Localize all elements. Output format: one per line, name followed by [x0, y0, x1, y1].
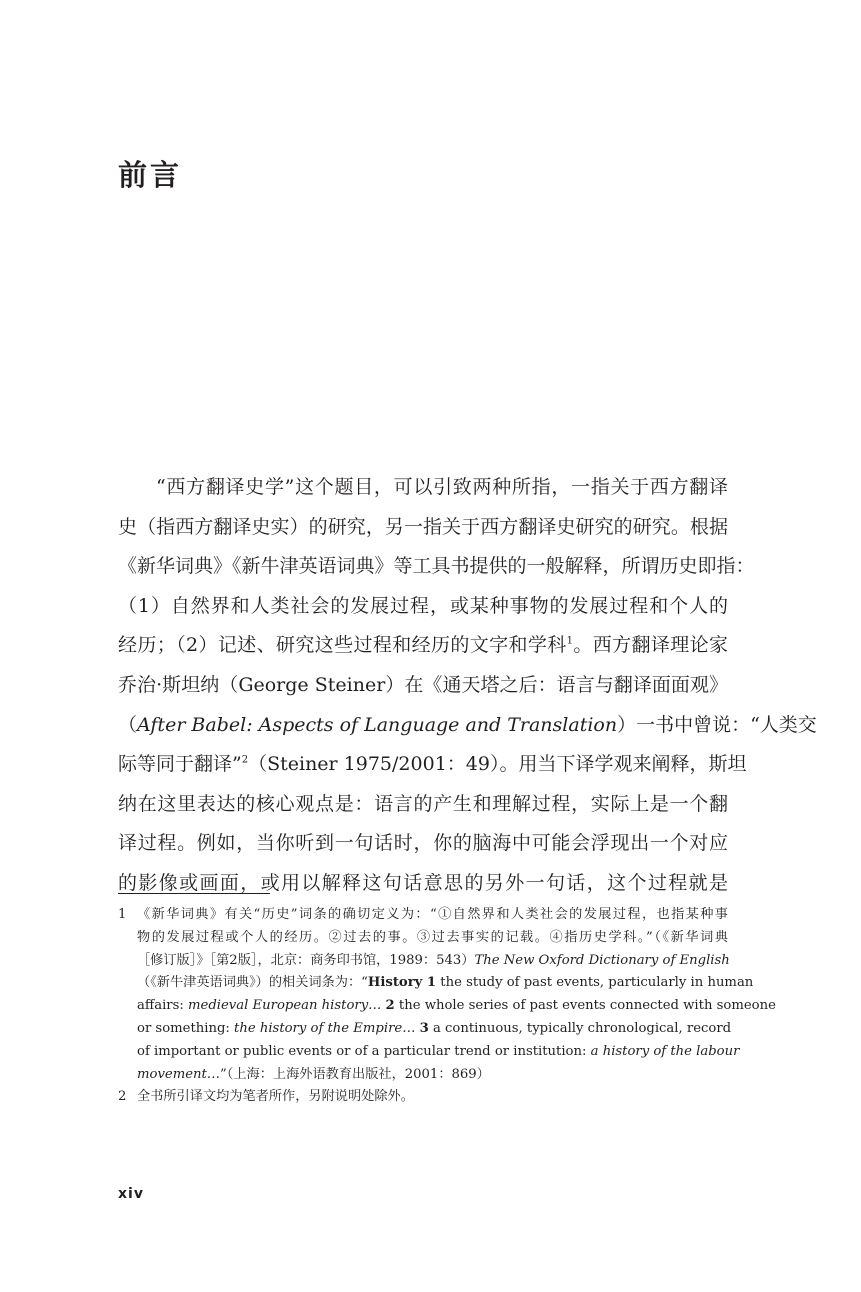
- paragraph-line: （1）自然界和人类社会的发展过程，或某种事物的发展过程和个人的: [118, 594, 728, 617]
- footnote-fragment: the study of past events, particularly in human: [436, 975, 754, 991]
- paragraph-fragment: （Steiner 1975/2001：49）。用当下译学观来阐释，斯坦: [248, 753, 747, 776]
- footnote-italic: movement…: [137, 1066, 220, 1082]
- paragraph-line: [118, 745, 747, 785]
- paragraph-fragment: 经历；（2）记述、研究这些过程和经历的文字和学科: [118, 634, 567, 657]
- footnote-italic: The New Oxford Dictionary of English: [474, 952, 730, 968]
- footnote-marker-2[interactable]: 2: [241, 754, 249, 766]
- paragraph-line: 《新华词典》《新牛津英语词典》等工具书提供的一般解释，所谓历史即指：: [118, 555, 755, 578]
- footnote-italic: medieval European history…: [188, 998, 382, 1014]
- paragraph-line: 乔治·斯坦纳（George Steiner）在《通天塔之后：语言与翻译面面观》: [118, 673, 728, 696]
- footnote-line: [137, 950, 728, 973]
- paragraph-fragment: ）一书中曾说：“人类交: [617, 713, 817, 736]
- footnote-fragment: a continuous, typically chronological, record: [428, 1020, 732, 1036]
- footnote-marker-1[interactable]: 1: [566, 636, 573, 648]
- footnote-line: 《新华词典》有关“历史”词条的确切定义为：“①自然界和人类社会的发展过程，也指某种事: [137, 907, 728, 922]
- footnote-bold: History 1: [367, 975, 437, 991]
- footnote-line: [137, 995, 776, 1018]
- footnote-line: [137, 1041, 740, 1064]
- footnote-line: [137, 1064, 728, 1087]
- page-number: xiv: [118, 1186, 144, 1202]
- footnote-fragment: affairs:: [137, 998, 189, 1014]
- footnote-fragment: or something:: [137, 1020, 235, 1036]
- paragraph-line: 纳在这里表达的核心观点是：语言的产生和理解过程，实际上是一个翻: [118, 792, 728, 815]
- footnote-italic: the history of the Empire…: [234, 1020, 416, 1036]
- footnote-line: 物的发展过程或个人的经历。②过去的事。③过去事实的记载。④指历史学科。”（《新华词典: [137, 929, 728, 945]
- footnote-number: 2: [118, 1089, 127, 1105]
- page-title: 前言: [118, 158, 183, 192]
- footnote-fragment: ”（上海：上海外语教育出版社，2001：869）: [220, 1066, 490, 1082]
- paragraph-line: 史（指西方翻译史实）的研究，另一指关于西方翻译史研究的研究。根据: [118, 515, 728, 538]
- footnote-line: [137, 1018, 732, 1041]
- paragraph-line: 的影像或画面，或用以解释这句话意思的另外一句话，这个过程就是: [118, 871, 728, 894]
- footnote-italic: a history of the labour: [590, 1043, 740, 1059]
- footnotes: [118, 904, 776, 1109]
- footnote-fragment: ［修订版］》［第2版］，北京：商务印书馆，1989：543）: [137, 952, 475, 968]
- paragraph-fragment: （: [118, 713, 138, 736]
- footnote-bold: 2: [385, 998, 395, 1014]
- paragraph-line: 译过程。例如，当你听到一句话时，你的脑海中可能会浮现出一个对应: [118, 832, 728, 855]
- book-title-italic: After Babel: Aspects of Language and Translation: [137, 713, 618, 736]
- footnote-bold: 3: [419, 1020, 429, 1036]
- footnote-fragment: （《新牛津英语词典》）的相关词条为：“: [137, 975, 368, 991]
- paragraph-fragment: 。西方翻译理论家: [572, 634, 728, 657]
- body-paragraph: [118, 468, 817, 904]
- footnote-line: 全书所引译文均为笔者所作，另附说明处除外。: [137, 1089, 414, 1105]
- paragraph-fragment: 际等同于翻译”: [118, 753, 242, 776]
- footnote-line: [137, 972, 754, 995]
- paragraph-line: [118, 706, 817, 746]
- footnote-number: 1: [118, 907, 127, 922]
- paragraph-line: “西方翻译史学”这个题目，可以引致两种所指，一指关于西方翻译: [156, 476, 728, 498]
- footnote-divider: [118, 893, 270, 894]
- footnote-2: [118, 1086, 728, 1109]
- footnote-fragment: the whole series of past events connected with someone: [394, 998, 776, 1014]
- paragraph-line: [118, 626, 728, 666]
- footnote-fragment: of important or public events or of a particular trend or institution:: [137, 1043, 591, 1059]
- footnote-1: [118, 904, 776, 1086]
